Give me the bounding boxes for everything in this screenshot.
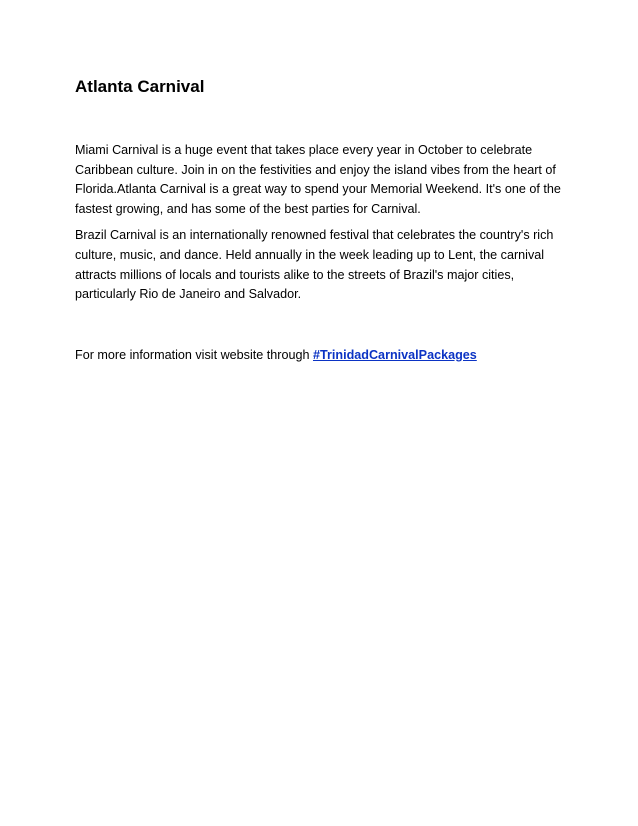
trinidad-carnival-packages-link[interactable]: #TrinidadCarnivalPackages: [312, 347, 477, 362]
paragraph-miami-atlanta: Miami Carnival is a huge event that takes place every year in October to celebrate Caribbean culture. Join in on the festivities and enjoy the island vibes from the heart of Florida.Atlanta Carnival is a great way to spend your Memorial Weekend. It's one of the fastest growing, and has some of the best parties for Carnival.: [75, 143, 561, 216]
more-info-line: [75, 346, 565, 366]
document-title: Atlanta Carnival: [75, 77, 205, 96]
paragraph-brazil: Brazil Carnival is an internationally renowned festival that celebrates the country's rich culture, music, and dance. Held annually in the week leading up to Lent, the carnival attracts millions of locals and tourists alike to the streets of Brazil's major cities, particularly Rio de Janeiro and Salvador.: [75, 228, 554, 302]
more-info-text: For more information visit website through: [75, 347, 313, 362]
document-content: [75, 76, 565, 365]
